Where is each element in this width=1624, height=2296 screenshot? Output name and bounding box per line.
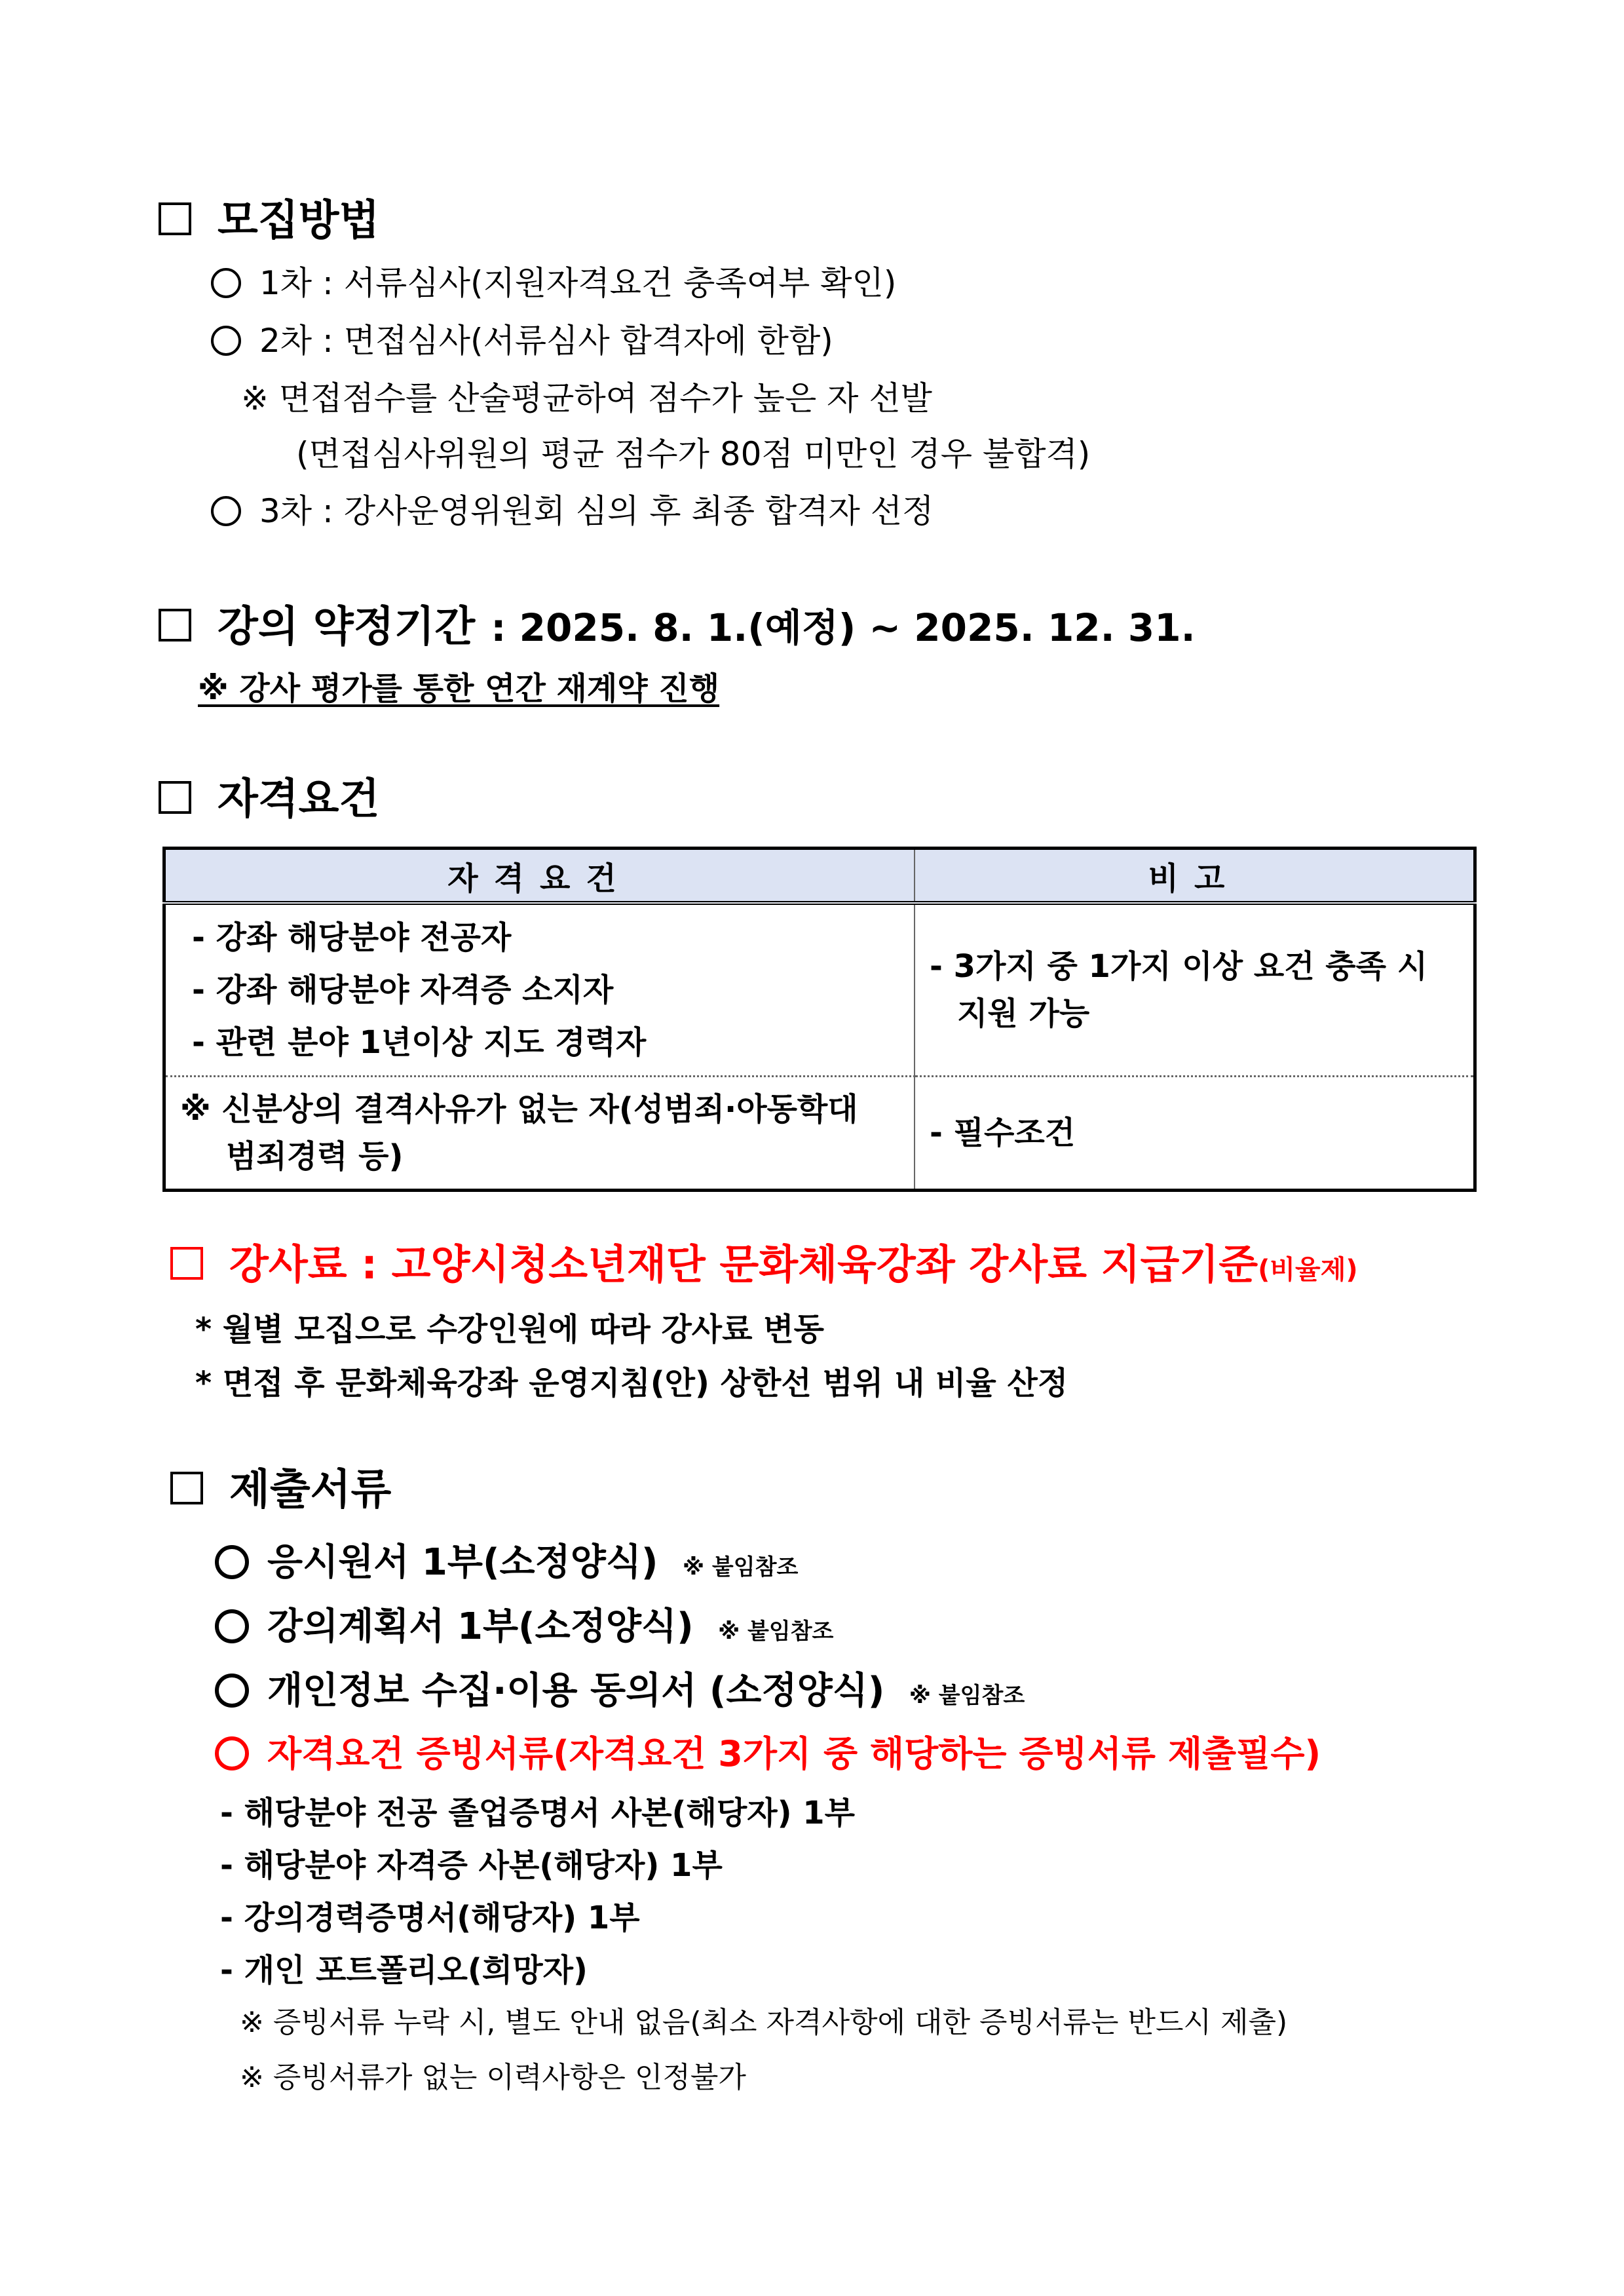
qualification-table [162, 847, 1477, 1192]
circle-bullet-icon [215, 1736, 249, 1770]
document-sub-item-1: - 해당분야 전공 졸업증명서 사본(해당자) 1부 [220, 1795, 856, 1831]
table-header-qualification: 자격요건 [164, 849, 915, 904]
section-documents-title: 제출서류 [170, 1456, 391, 1516]
circle-bullet-icon [215, 1545, 249, 1579]
section-qualification-title: 자격요건 [159, 765, 379, 826]
document-note-2: ※ 증빙서류가 없는 이력사항은 인정불가 [240, 2061, 746, 2094]
table-cell: - 강좌 해당분야 전공자 - 강좌 해당분야 자격증 소지자 - 관련 분야 1년이상 지도 경력자 [164, 903, 915, 1077]
section-recruitment-title: 모집방법 [159, 187, 379, 247]
table-row [164, 1077, 1475, 1191]
table-cell: ※ 신분상의 결격사유가 없는 자(성범죄·아동학대 범죄경력 등) [164, 1077, 915, 1191]
circle-bullet-icon [215, 1609, 249, 1643]
document-item-1: 응시원서 1부(소정양식) ※ 붙임참조 [215, 1533, 798, 1586]
checkbox-square-icon [170, 1247, 203, 1280]
table-row [164, 903, 1475, 1077]
document-note-1: ※ 증빙서류 누락 시, 별도 안내 없음(최소 자격사항에 대한 증빙서류는 반드시 제출) [240, 2006, 1288, 2039]
checkbox-square-icon [170, 1472, 203, 1504]
document-sub-item-4: - 개인 포트폴리오(희망자) [220, 1952, 588, 1989]
table-cell: - 필수조건 [930, 1115, 1076, 1151]
recruitment-note-line1: ※ 면접점수를 산술평균하여 점수가 높은 자 선발 [241, 379, 932, 417]
section-fee-title: 강사료 : 고양시청소년재단 문화체육강좌 강사료 지급기준(비율제) [170, 1232, 1358, 1290]
contract-period-value: : 2025. 8. 1.(예정) ~ 2025. 12. 31. [491, 605, 1196, 650]
section-contract-title: 강의 약정기간 : 2025. 8. 1.(예정) ~ 2025. 12. 31. [159, 593, 1196, 653]
circle-bullet-icon [215, 1674, 249, 1708]
table-cell: - 3가지 중 1가지 이상 요건 충족 시 지원 가능 [915, 903, 1475, 1077]
recruitment-note-line2: (면접심사위원의 평균 점수가 80점 미만인 경우 불합격) [296, 435, 1091, 473]
recruitment-item-2: 2차 : 면접심사(서류심사 합격자에 한함) [211, 315, 833, 362]
contract-note: ※ 강사 평가를 통한 연간 재계약 진행 [198, 670, 720, 707]
checkbox-square-icon [159, 202, 191, 235]
circle-bullet-icon [211, 496, 241, 526]
fee-note-1: * 월별 모집으로 수강인원에 따라 강사료 변동 [195, 1311, 824, 1348]
document-item-2: 강의계획서 1부(소정양식) ※ 붙임참조 [215, 1598, 833, 1650]
recruitment-item-1: 1차 : 서류심사(지원자격요건 충족여부 확인) [211, 257, 896, 304]
document-item-highlight: 자격요건 증빙서류(자격요건 3가지 중 해당하는 증빙서류 제출필수) [215, 1726, 1321, 1776]
table-header-remark: 비고 [915, 849, 1475, 904]
checkbox-square-icon [159, 609, 191, 641]
circle-bullet-icon [211, 326, 241, 356]
recruitment-item-3: 3차 : 강사운영위원회 심의 후 최종 합격자 선정 [211, 485, 934, 532]
circle-bullet-icon [211, 268, 241, 298]
document-item-3: 개인정보 수집·이용 동의서 (소정양식) ※ 붙임참조 [215, 1662, 1025, 1714]
document-sub-item-2: - 해당분야 자격증 사본(해당자) 1부 [220, 1847, 723, 1884]
checkbox-square-icon [159, 781, 191, 814]
document-sub-item-3: - 강의경력증명서(해당자) 1부 [220, 1900, 640, 1936]
fee-note-2: * 면접 후 문화체육강좌 운영지침(안) 상한선 범위 내 비율 산정 [195, 1365, 1068, 1402]
